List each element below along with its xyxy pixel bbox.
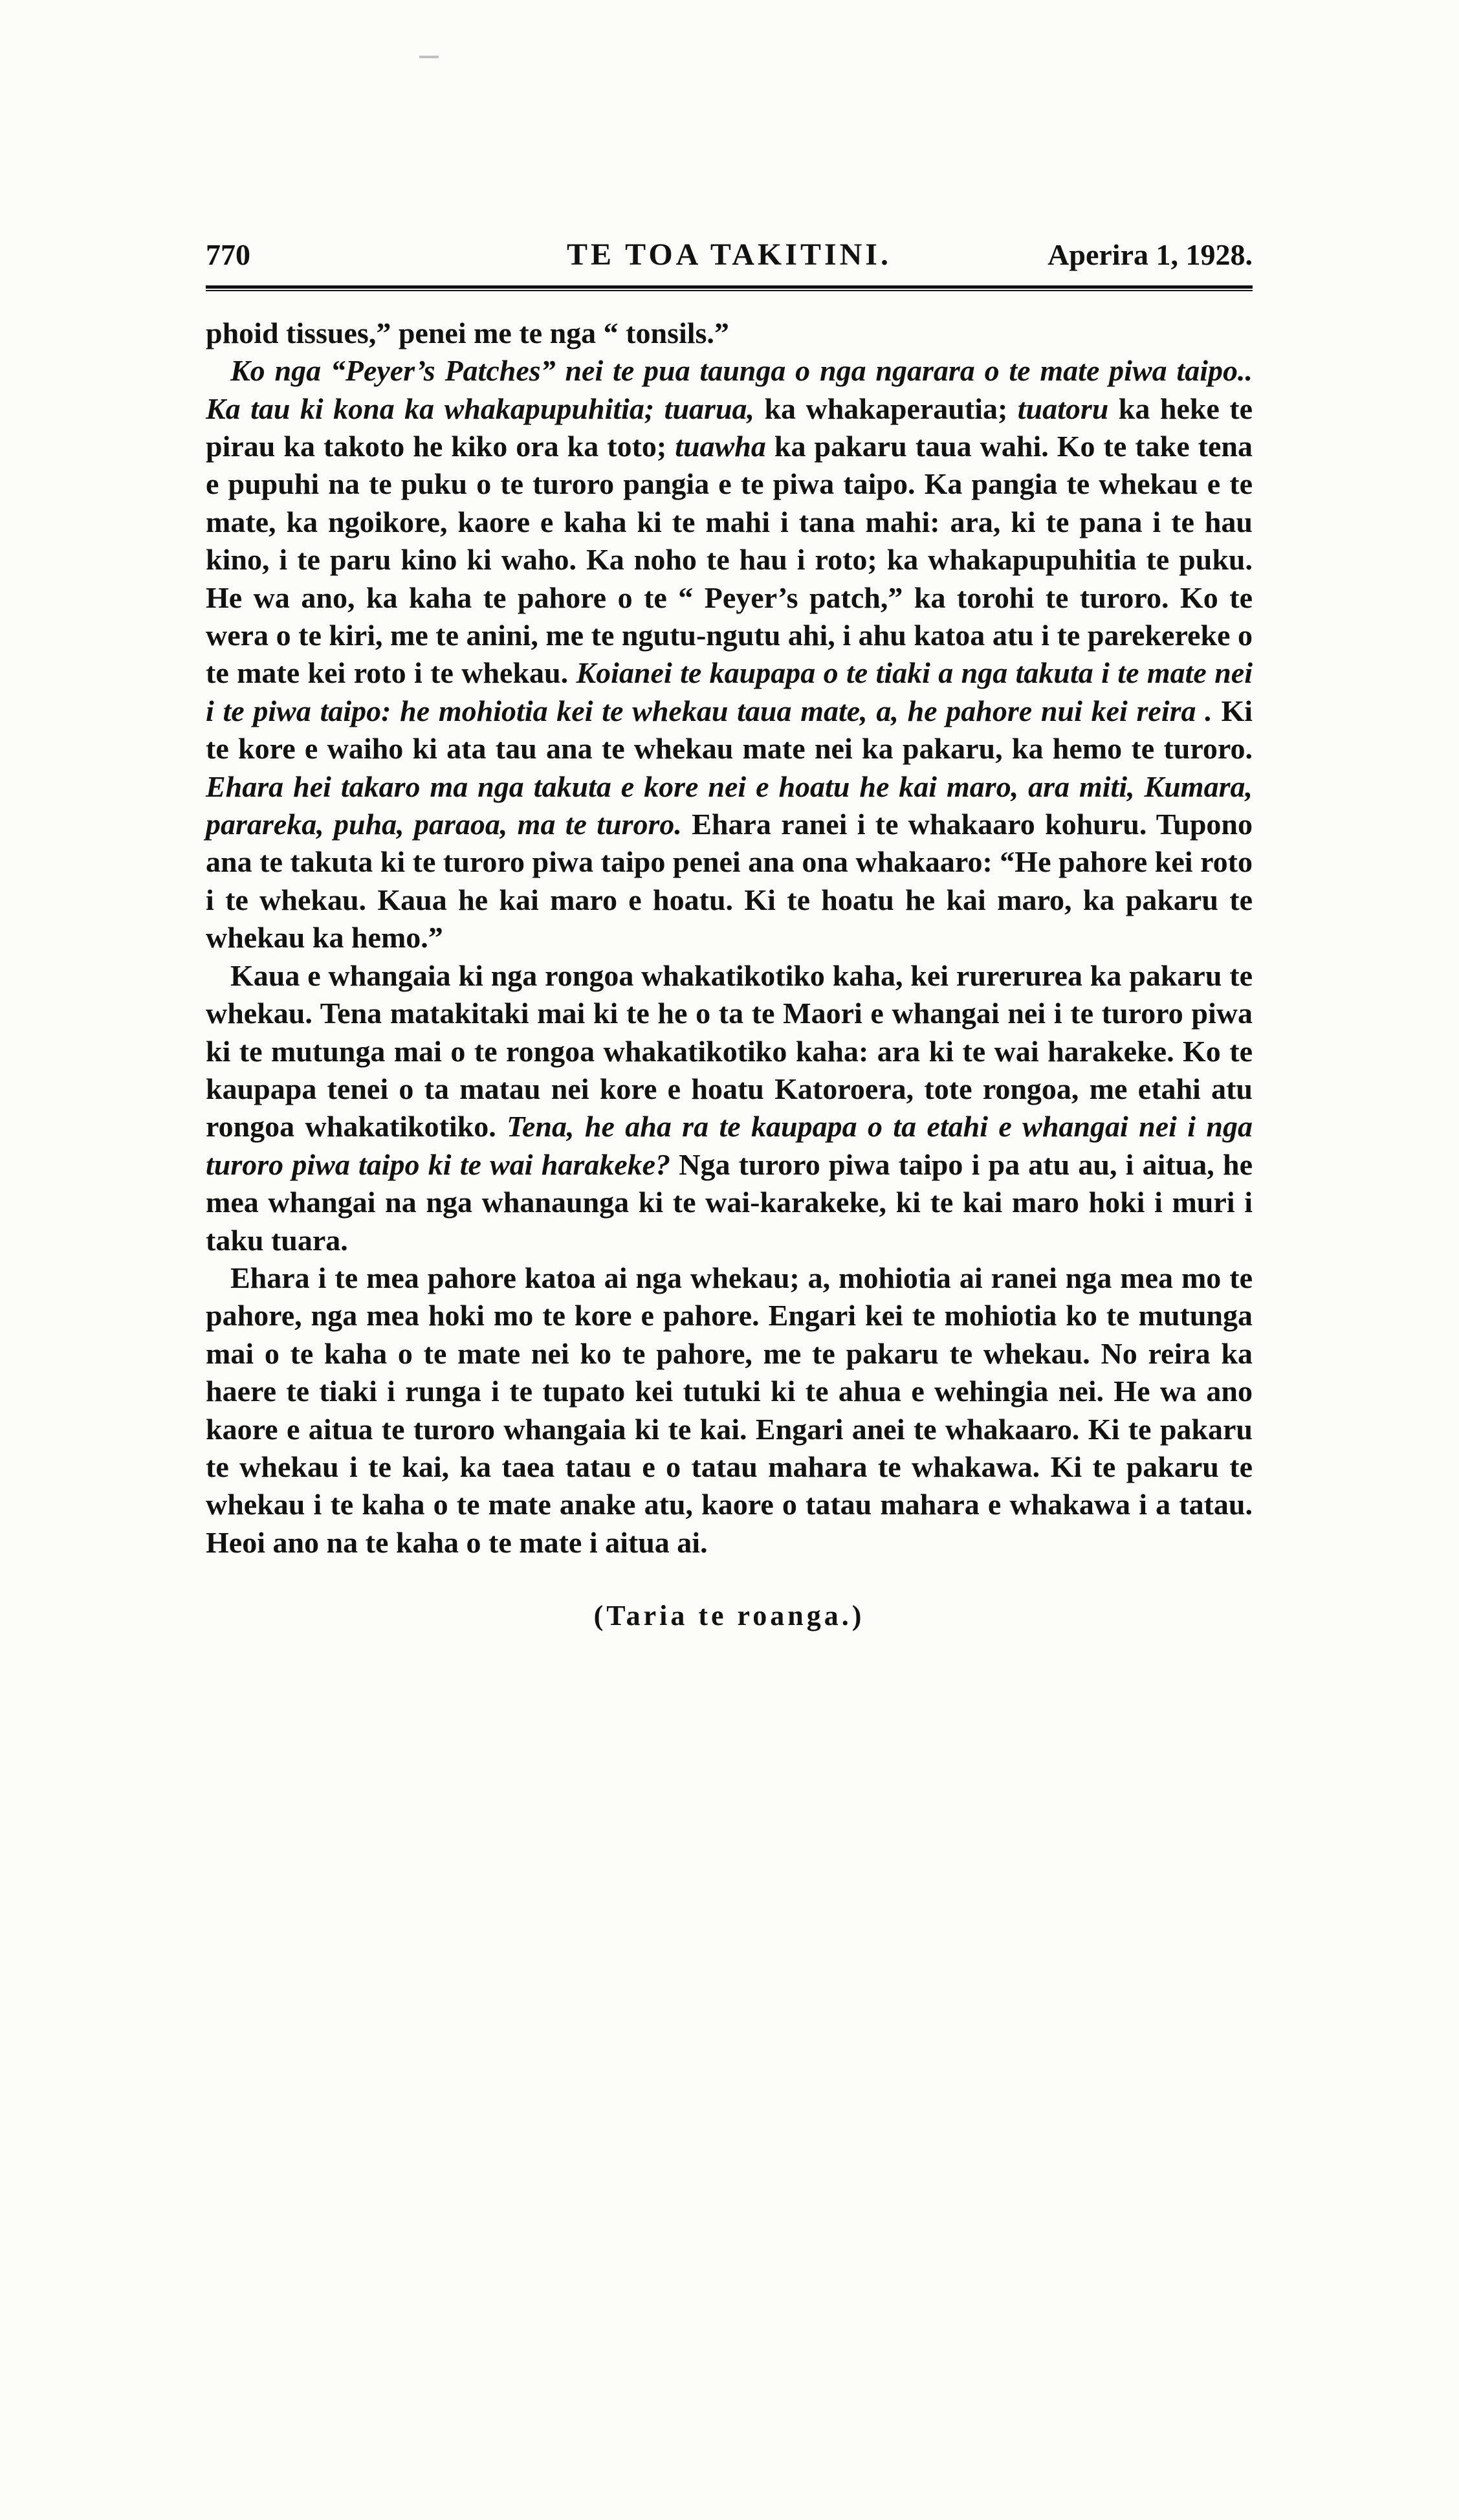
text-run: Kaua e whangaia ki nga rongoa whakatikotiko kaha, kei rurerurea ka pakaru te whekau. Tena matakitaki mai ki te he o ta te Maori e whangai nei i te turoro piwa ki te mutunga mai o te rongoa whakatikotiko kaha: ara ki te wai harakeke. Ko te kaupapa tenei o ta matau nei kore e hoatu Katoroera, tote rongoa, me etahi atu rongoa whakatikotiko. bbox=[206, 958, 1253, 1144]
journal-title: TE TOA TAKITINI. bbox=[567, 238, 892, 272]
print-artifact-mark bbox=[419, 56, 439, 58]
body-paragraph bbox=[206, 1259, 1253, 1562]
article-body bbox=[206, 315, 1253, 1562]
text-run: phoid tissues,” penei me te nga “ tonsils.” bbox=[206, 316, 729, 349]
double-rule-divider bbox=[206, 285, 1253, 291]
body-paragraph bbox=[206, 315, 1253, 352]
text-run: Ehara i te mea pahore katoa ai nga whekau; a, mohiotia ai ranei nga mea mo te pahore, nga mea hoki mo te kore e pahore. Engari kei te mohiotia ko te mutunga mai o te kaha o te mate nei ko te pahore, me te pakaru te whekau. No reira ka haere te tiaki i runga i te tupato kei tutuki ki te ahua e wehingia nei. He wa ano kaore e aitua te turoro whangaia ki te kai. Engari anei te whakaaro. Ki te pakaru te whekau i te kai, ka taea tatau e o tatau mahara te whakawa. Ki te pakaru te whekau i te kaha o te mate anake atu, kaore o tatau mahara e whakawa i a tatau. Heoi ano na te kaha o te mate i aitua ai. bbox=[206, 1261, 1253, 1559]
page-header bbox=[206, 238, 1253, 272]
continuation-note: (Taria te roanga.) bbox=[593, 1600, 865, 1632]
text-run: Ehara ranei i te whakaaro kohuru. Tupono ana te takuta ki te turoro piwa taipo penei ana ona whakaaro: “He pahore kei roto i te whekau. Kaua he kai maro e hoatu. Ki te hoatu he kai maro, ka pakaru te whekau ka hemo.” bbox=[206, 808, 1253, 955]
issue-date: Aperira 1, 1928. bbox=[1048, 238, 1253, 271]
body-paragraph bbox=[206, 352, 1253, 957]
italic-text-run: tuatoru bbox=[1017, 392, 1119, 425]
italic-text-run: Koianei te kaupapa o te tiaki a nga takuta i te mate nei i te piwa taipo: he mohiotia kei te whekau taua mate, a, he pahore nui kei reira . bbox=[206, 656, 1253, 727]
italic-text-run: tuawha bbox=[675, 430, 774, 463]
text-run: ka whakaperautia; bbox=[764, 392, 1018, 425]
italic-text-run: Tena, he aha ra te kaupapa o ta etahi e whangai nei i nga turoro piwa taipo ki te wai harakeke? bbox=[206, 1110, 1253, 1181]
text-run: ka pakaru taua wahi. Ko te take tena e pupuhi na te puku o te turoro pangia e te piwa taipo. Ka pangia te whekau e te mate, ka ngoikore, kaore e kaha ki te mahi i tana mahi: ara, ki te pana i te hau kino, i te paru kino ki waho. Ka noho te hau i roto; ka whakapupuhitia te puku. He wa ano, ka kaha te pahore o te “ Peyer’s patch,” ka torohi te turoro. Ko te wera o te kiri, me te anini, me te ngutu-ngutu ahi, i ahu katoa atu i te parekereke o te mate kei roto i te whekau. bbox=[206, 430, 1253, 690]
body-paragraph bbox=[206, 957, 1253, 1259]
text-column bbox=[206, 238, 1253, 1632]
text-run: Nga turoro piwa taipo i pa atu au, i aitua, he mea whangai na nga whanaunga ki te wai-karakeke, ki te kai maro hoki i muri i taku tuara. bbox=[206, 1147, 1253, 1257]
text-run: ka heke te pirau ka takoto he kiko ora ka toto; bbox=[206, 392, 1253, 463]
italic-text-run: Ehara hei takaro ma nga takuta e kore nei e hoatu he kai maro, ara miti, Kumara, parareka, puha, paraoa, ma te turoro. bbox=[206, 769, 1253, 841]
italic-text-run: Ko nga “Peyer’s Patches” nei te pua taunga o nga ngarara o te mate piwa taipo.. Ka tau ki kona ka whakapupuhitia; tuarua, bbox=[206, 354, 1253, 425]
page-number: 770 bbox=[206, 238, 250, 271]
text-run: Ki te kore e waiho ki ata tau ana te whekau mate nei ka pakaru, ka hemo te turoro. bbox=[206, 694, 1253, 766]
